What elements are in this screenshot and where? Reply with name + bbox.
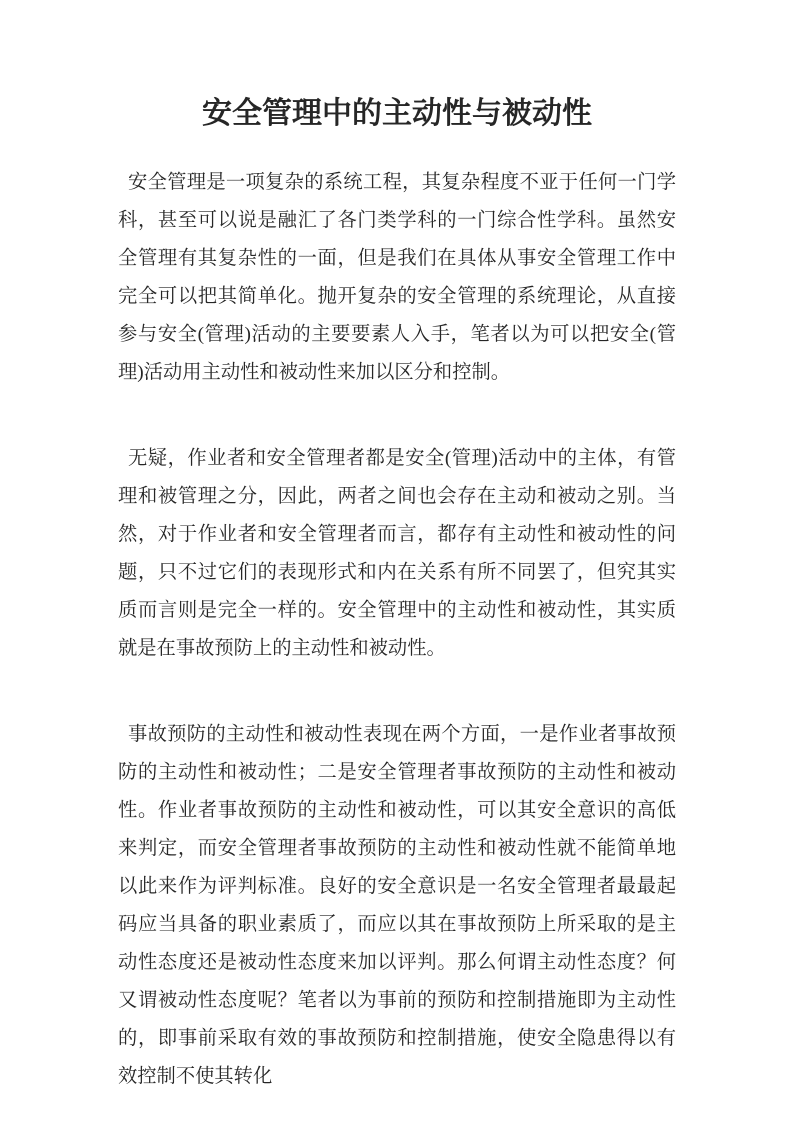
- paragraph-subjects: 无疑，作业者和安全管理者都是安全(管理)活动中的主体，有管理和被管理之分，因此，两者之间也会存在主动和被动之别。当然，对于作业者和安全管理者而言，都存有主动性和被动性的问题，只不过它们的表现形式和内在关系有所不同罢了，但究其实质而言则是完全一样的。安全管理中的主动性和被动性，其实质就是在事故预防上的主动性和被动性。: [118, 448, 676, 659]
- paragraph-intro: 安全管理是一项复杂的系统工程，其复杂程度不亚于任何一门学科，甚至可以说是融汇了各门类学科的一门综合性学科。虽然安全管理有其复杂性的一面，但是我们在具体从事安全管理工作中完全可以把其简单化。抛开复杂的安全管理的系统理论，从直接参与安全(管理)活动的主要要素人入手，笔者以为可以把安全(管理)活动用主动性和被动性来加以区分和控制。: [118, 172, 676, 383]
- paragraph-accident-prevention: 事故预防的主动性和被动性表现在两个方面，一是作业者事故预防的主动性和被动性；二是安全管理者事故预防的主动性和被动性。作业者事故预防的主动性和被动性，可以其安全意识的高低来判定，而安全管理者事故预防的主动性和被动性就不能简单地以此来作为评判标准。良好的安全意识是一名安全管理者最最起码应当具备的职业素质了，而应以其在事故预防上所采取的是主动性态度还是被动性态度来加以评判。那么何谓主动性态度？何又谓被动性态度呢？笔者以为事前的预防和控制措施即为主动性的，即事前采取有效的事故预防和控制措施，使安全隐患得以有效控制不使其转化: [118, 724, 676, 1087]
- document-title: 安全管理中的主动性与被动性: [202, 97, 592, 130]
